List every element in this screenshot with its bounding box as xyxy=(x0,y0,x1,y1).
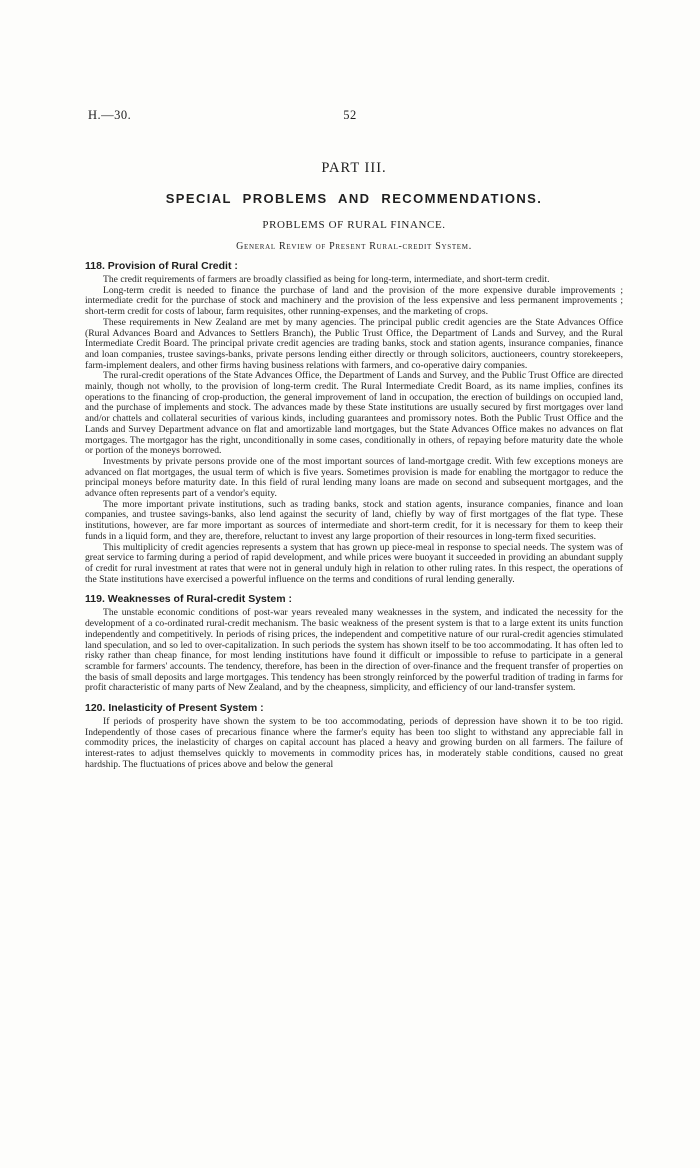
section-heading: 119. Weaknesses of Rural-credit System : xyxy=(85,593,292,606)
paragraph: The rural-credit operations of the State Advances Office, the Department of Lands and Survey, and the Public Trust Office are directed mainly, though not wholly, to the provision of long-term credit. The Rural Intermediate Credit Board, as its name implies, confines its operations to the financing of crop-production, the general improvement of land in occupation, the erection of buildings on occupied land, and the purchase of implements and stock. The advances made by these State institutions are usually secured by first mortgages over land and/or chattels and collateral securities of various kinds, including guarantees and promissory notes. Both the Public Trust Office and the Lands and Survey Department advance on flat and amortizable land mortgages, but the State Advances Office makes no advances on flat mortgages. The mortgagor has the right, unconditionally in some cases, conditionally in others, of repaying before maturity date the whole or portion of the moneys borrowed. xyxy=(85,370,623,457)
paragraph: This multiplicity of credit agencies represents a system that has grown up piece-meal in response to special needs. The system was of great service to farming during a period of rapid development, and while prices were buoyant it succeeded in providing an abundant supply of credit for rural investment at rates that were not in general unduly high in relation to other ruling rates. In this respect, the operations of the State institutions have exercised a powerful influence on the terms and conditions of rural lending generally. xyxy=(85,541,623,585)
paragraph: The credit requirements of farmers are broadly classified as being for long-term, intermediate, and short-term credit. xyxy=(103,274,550,285)
section-118 xyxy=(85,260,623,585)
document-reference-code: H.—30. xyxy=(88,108,132,122)
paragraph: The unstable economic conditions of post-war years revealed many weaknesses in the system, and indicated the necessity for the development of a co-ordinated rural-credit mechanism. The basic weakness of the present system is that to a large extent its units function independently and competitively. In periods of rising prices, the independent and competitive nature of our rural-credit agencies stimulated land speculation, and so led to over-capitalization. In such periods the system has shown itself to be too accommodating. It has often led to risky rather than cheap finance, for most lending institutions have found it difficult or impossible to refuse to participate in a general scramble for farmers' accounts. The tendency, therefore, has been in the direction of over-finance and the frequent transfer of properties on the basis of small deposits and large mortgages. This tendency has been strongly reinforced by the powerful tradition of trading in farms for profit characteristic of many parts of New Zealand, and by the cheapness, simplicity, and efficiency of our land-transfer system. xyxy=(85,607,623,694)
page-content xyxy=(85,160,623,779)
part-title: PART III. xyxy=(321,160,387,176)
section-heading: 118. Provision of Rural Credit : xyxy=(85,260,238,272)
paragraph: If periods of prosperity have shown the system to be too accommodating, periods of depression have shown it to be too rigid. Independently of those cases of precarious finance where the farmer's equity has been too slight to withstand any appreciable fall in commodity prices, the inelasticity of charges on capital account has placed a heavy and growing burden on all farmers. The failure of interest-rates to adjust themselves quickly to movements in commodity prices has, in moderately stable conditions, caused no great hardship. The fluctuations of prices above and below the general xyxy=(85,716,623,770)
paragraph: Investments by private persons provide one of the most important sources of land-mortgage credit. With few exceptions moneys are advanced on flat mortgages, the usual term of which is five years. Sometimes provision is made for enabling the mortgagor to reduce the principal moneys before maturity date. In this field of rural lending many loans are made on second and subsequent mortgages, and the advance often represents part of a vendor's equity. xyxy=(85,455,623,500)
section-119 xyxy=(85,593,623,694)
paragraph: Long-term credit is needed to finance the purchase of land and the provision of the more expensive durable improvements ; intermediate credit for the purchase of stock and machinery and the provision of the less expensive and less permanent improvements ; short-term credit for costs of labour, farm requisites, other running-expenses, and the marketing of crops. xyxy=(85,284,623,318)
section-120 xyxy=(85,702,623,771)
subchapter-title: PROBLEMS OF RURAL FINANCE. xyxy=(262,219,446,231)
page-number: 52 xyxy=(343,108,357,122)
paragraph: These requirements in New Zealand are met by many agencies. The principal public credit agencies are the State Advances Office (Rural Advances Board and Advances to Settlers Branch), the Public Trust Office, the Department of Lands and Survey, and the Rural Intermediate Credit Board. The principal private credit agencies are trading banks, stock and station agents, insurance companies, finance and loan companies, trustee savings-banks, private persons lending either directly or through solicitors, auctioneers, country storekeepers, farm-implement dealers, and other firms having business relations with farmers, and co-operative dairy companies. xyxy=(85,316,623,371)
chapter-title: SPECIAL PROBLEMS AND RECOMMENDATIONS. xyxy=(165,191,543,206)
section-heading: 120. Inelasticity of Present System : xyxy=(85,702,264,715)
section-group-title: General Review of Present Rural-credit System. xyxy=(236,241,472,252)
running-head xyxy=(88,108,612,124)
paragraph: The more important private institutions, such as trading banks, stock and station agents, insurance companies, finance and loan companies, and trustee savings-banks, also lend against the security of land, chiefly by way of first mortgages of the flat type. These institutions, however, are far more important as sources of intermediate and short-term credit, for it is necessary for them to keep their funds in a liquid form, and they are, therefore, reluctant to invest any large proportion of their resources in long-term fixed securities. xyxy=(85,498,623,542)
